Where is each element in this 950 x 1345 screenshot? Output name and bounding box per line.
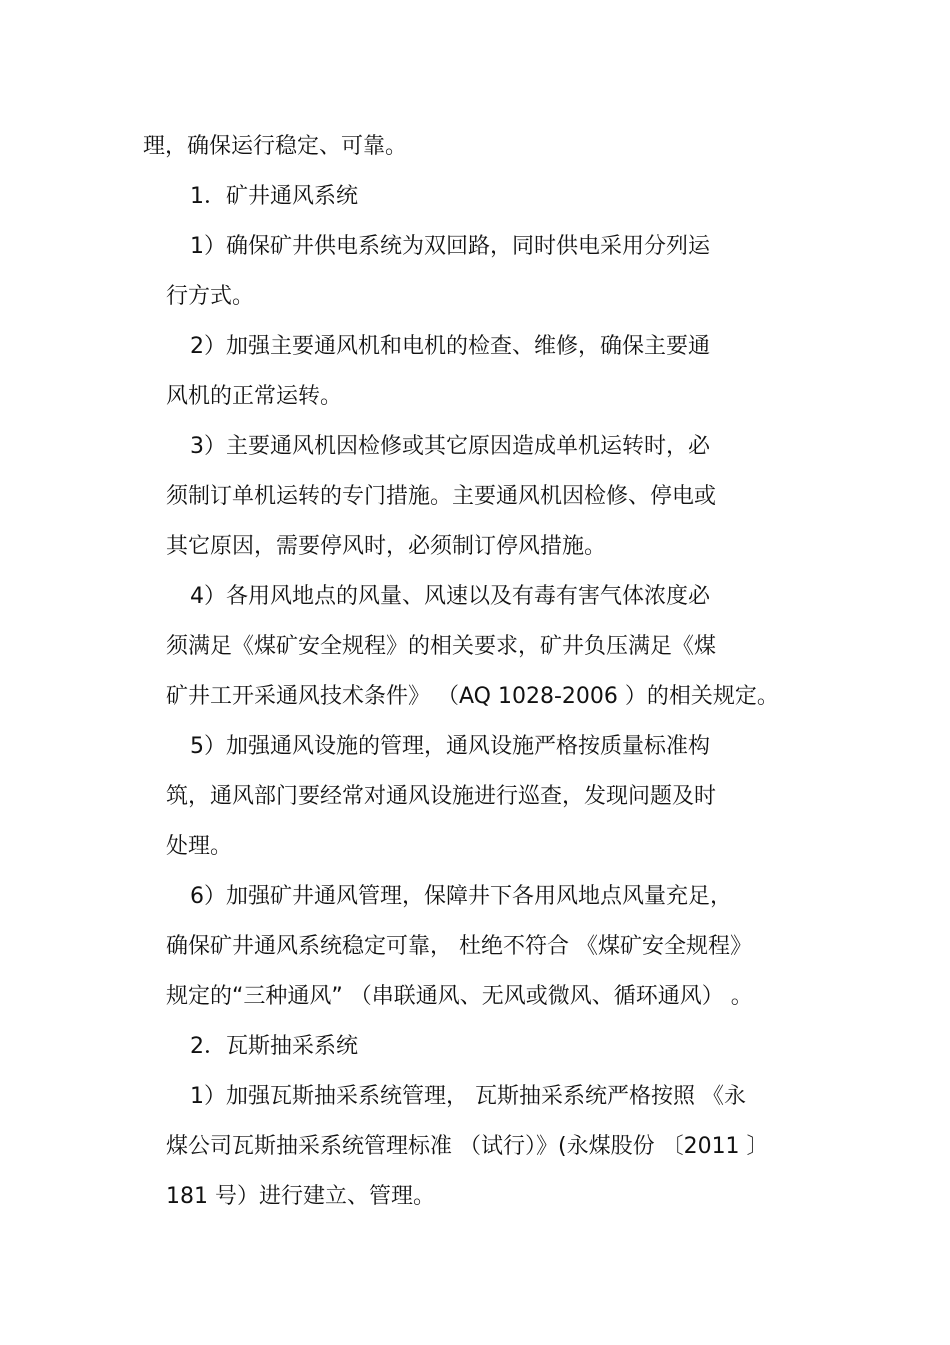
paragraph-line: 181 号）进行建立、管理。 — [166, 1184, 435, 1209]
section-heading: 2．瓦斯抽采系统 — [190, 1034, 358, 1059]
paragraph-line: 规定的“三种通风” （串联通风、无风或微风、循环通风） 。 — [166, 984, 753, 1009]
paragraph-line: 2）加强主要通风机和电机的检查、维修，确保主要通 — [190, 334, 710, 359]
paragraph-line: 须制订单机运转的专门措施。主要通风机因检修、停电或 — [166, 484, 717, 509]
paragraph-line: 理，确保运行稳定、可靠。 — [143, 134, 408, 159]
paragraph-line: 确保矿井通风系统稳定可靠， 杜绝不符合 《煤矿安全规程》 — [166, 934, 752, 959]
paragraph-line: 6）加强矿井通风管理，保障井下各用风地点风量充足， — [190, 884, 732, 909]
paragraph-line: 1）确保矿井供电系统为双回路，同时供电采用分列运 — [190, 234, 710, 259]
paragraph-line: 5）加强通风设施的管理，通风设施严格按质量标准构 — [190, 734, 710, 759]
section-heading: 1．矿井通风系统 — [190, 184, 358, 209]
paragraph-line: 风机的正常运转。 — [166, 384, 343, 409]
paragraph-line: 筑，通风部门要经常对通风设施进行巡查，发现问题及时 — [166, 784, 717, 809]
paragraph-line: 1）加强瓦斯抽采系统管理， 瓦斯抽采系统严格按照 《永 — [190, 1084, 746, 1109]
paragraph-line: 煤公司瓦斯抽采系统管理标准 （试行）》(永煤股份 〔2011 〕 — [166, 1134, 769, 1159]
paragraph-line: 行方式。 — [166, 284, 255, 309]
paragraph-line: 须满足《煤矿安全规程》的相关要求，矿井负压满足《煤 — [166, 634, 717, 659]
paragraph-line: 矿井工开采通风技术条件》 （AQ 1028-2006 ）的相关规定。 — [166, 684, 779, 709]
paragraph-line: 其它原因，需要停风时，必须制订停风措施。 — [166, 534, 607, 559]
paragraph-line: 处理。 — [166, 834, 233, 859]
paragraph-line: 4）各用风地点的风量、风速以及有毒有害气体浓度必 — [190, 584, 710, 609]
paragraph-line: 3）主要通风机因检修或其它原因造成单机运转时，必 — [190, 434, 710, 459]
